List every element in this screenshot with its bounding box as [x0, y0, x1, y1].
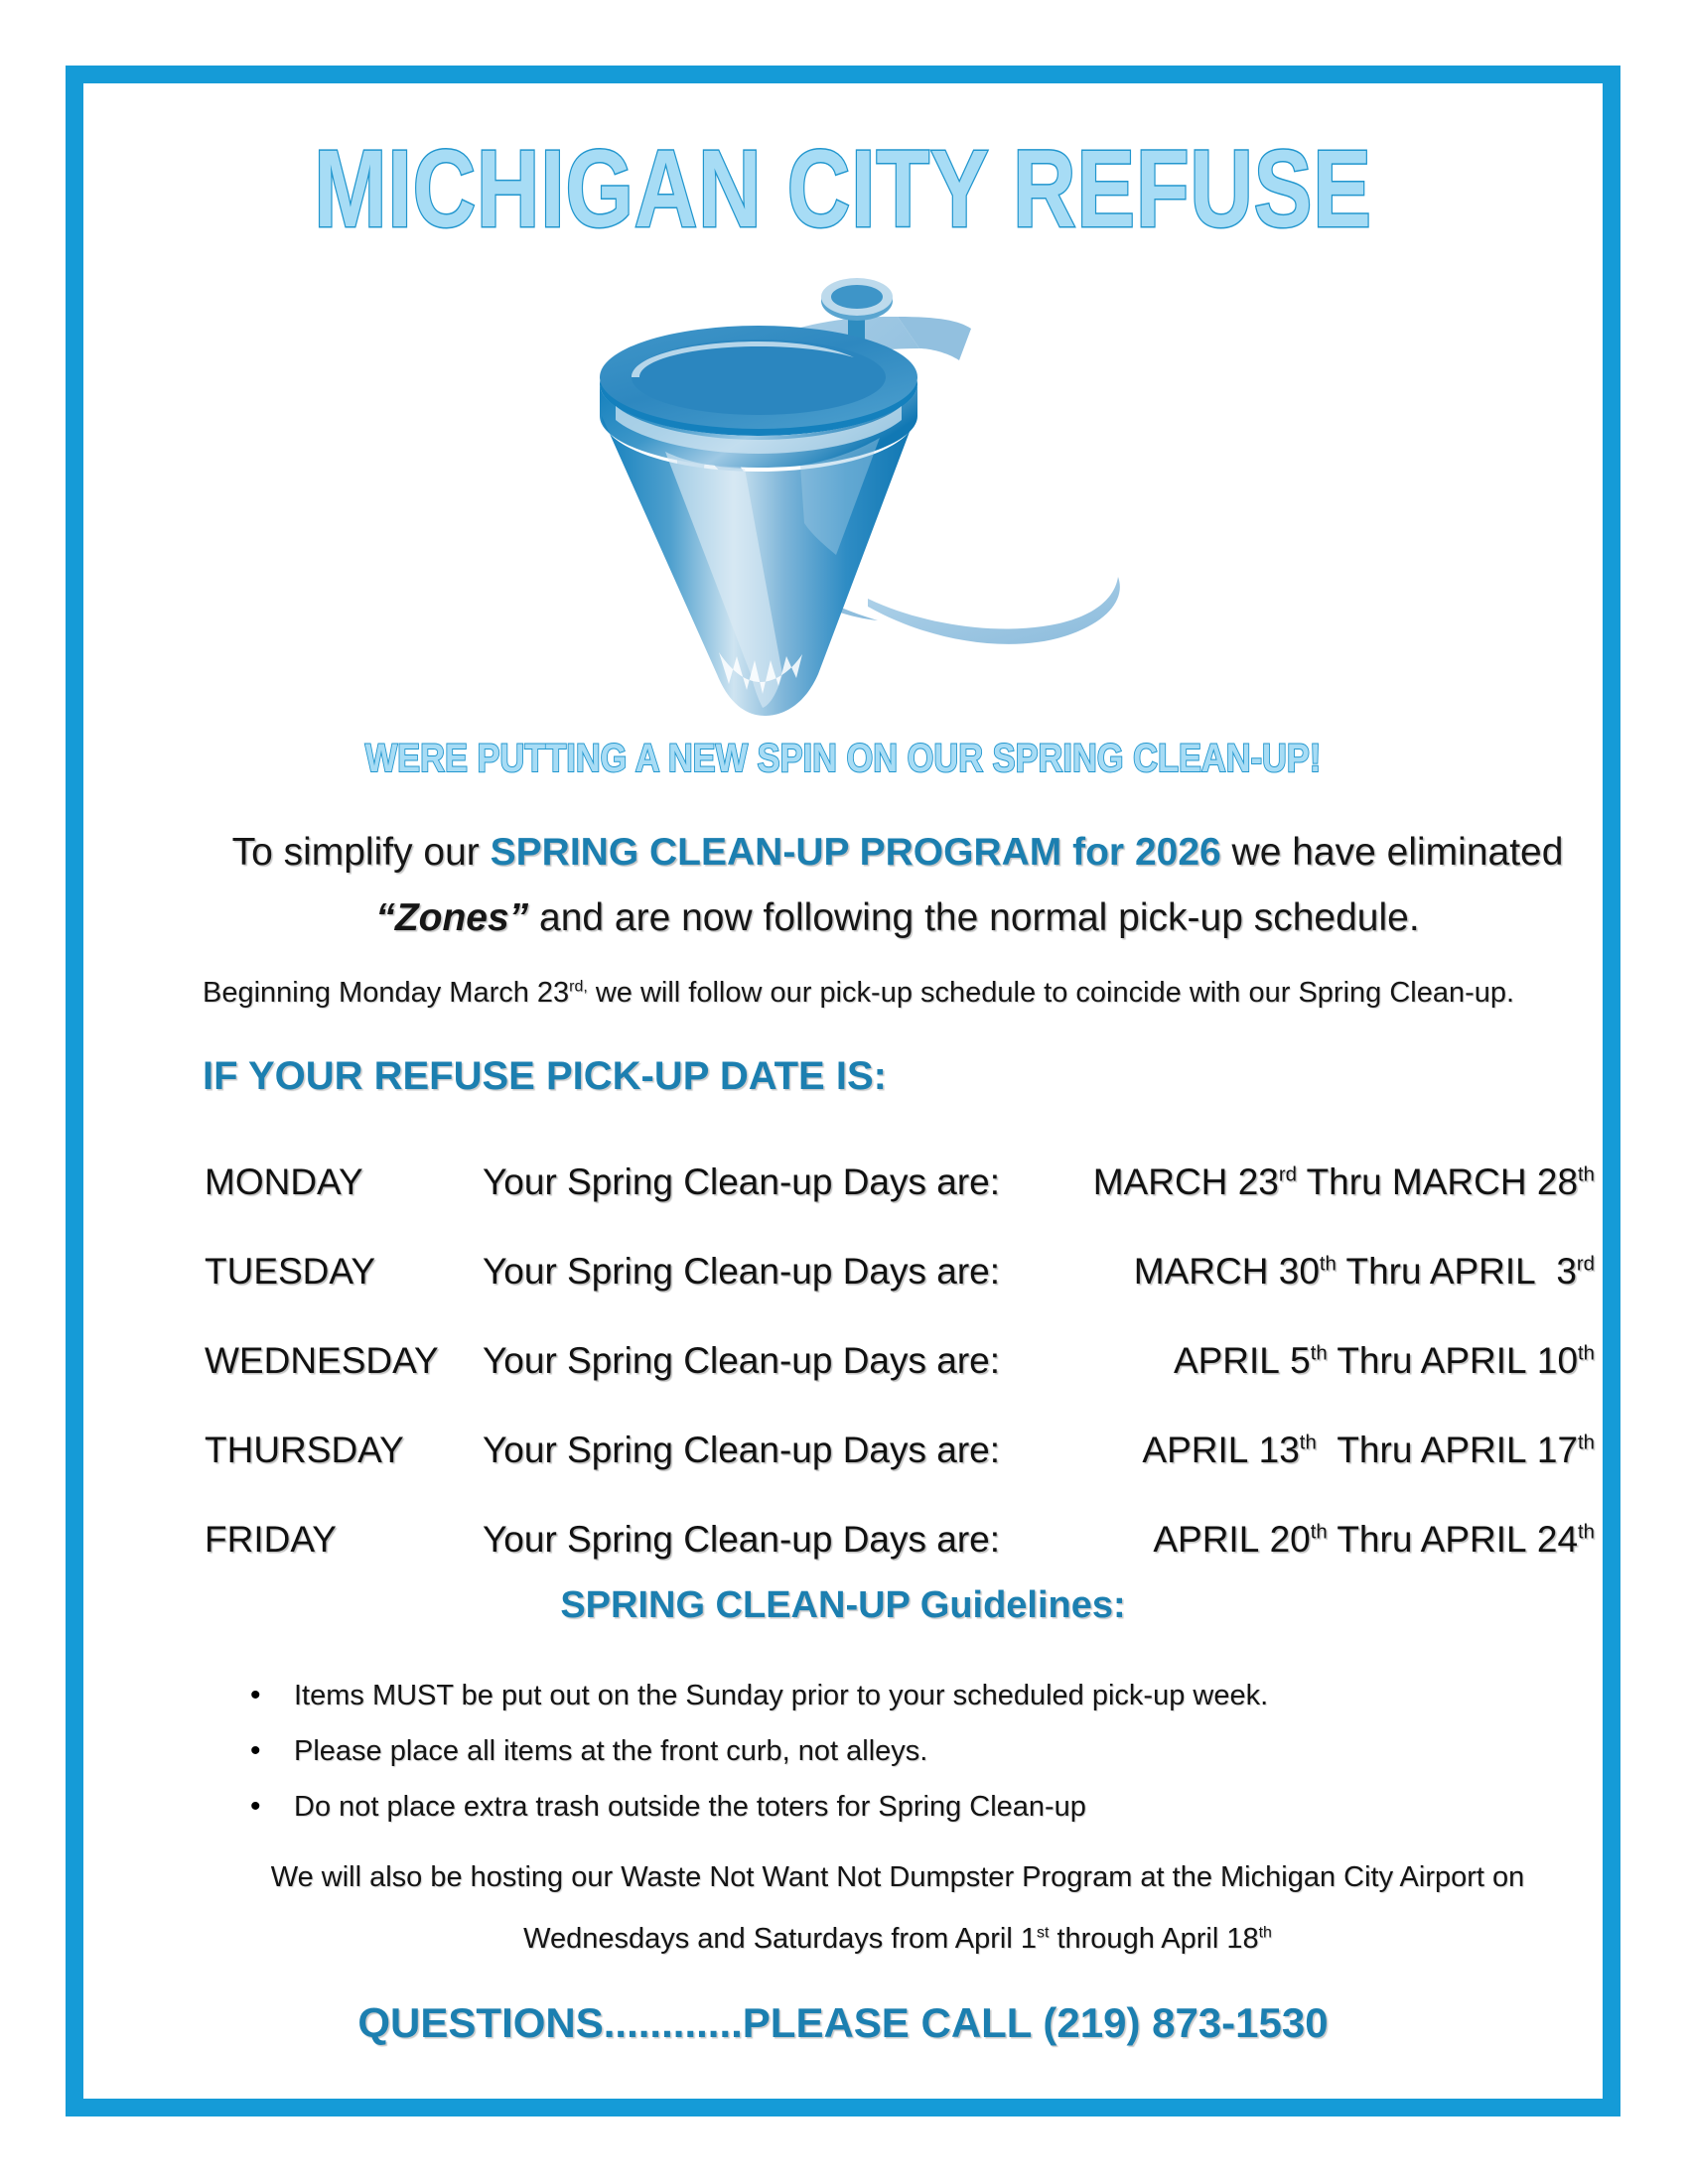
range-end-ordinal: rd	[1576, 1253, 1595, 1276]
table-row	[205, 1138, 1595, 1227]
range-end-month: MARCH	[1391, 1161, 1527, 1202]
dumpster-line2-mid: through April 18	[1049, 1923, 1259, 1955]
range-start-month: APRIL	[1153, 1519, 1260, 1560]
intro-zones-quoted: “Zones”	[375, 896, 529, 939]
range-start-month: MARCH	[1092, 1161, 1228, 1202]
intro-line1-post: we have eliminated	[1220, 831, 1564, 874]
range-end-month: APRIL	[1429, 1251, 1536, 1292]
range-end-month: APRIL	[1420, 1340, 1527, 1381]
dumpster-ordinal-2: th	[1258, 1924, 1272, 1942]
guidelines-list	[232, 1668, 1563, 1835]
range-start-ordinal: th	[1319, 1253, 1336, 1276]
range-end-ordinal: th	[1578, 1521, 1595, 1544]
range-start-day: 23	[1237, 1161, 1279, 1202]
list-item: • Do not place extra trash outside the toters for Spring Clean-up	[232, 1779, 1563, 1835]
range-start-ordinal: th	[1310, 1342, 1328, 1365]
range-start-day: 13	[1258, 1430, 1300, 1470]
range-end-ordinal: th	[1578, 1342, 1595, 1365]
range-start-ordinal: th	[1299, 1432, 1317, 1454]
dumpster-line2-pre: Wednesdays and Saturdays from April 1	[523, 1923, 1037, 1955]
top-disc	[600, 326, 917, 436]
schedule-range	[1049, 1406, 1595, 1495]
schedule-range	[1049, 1227, 1595, 1316]
range-end-month: APRIL	[1420, 1519, 1527, 1560]
range-thru: Thru	[1336, 1519, 1413, 1560]
dumpster-ordinal-1: st	[1037, 1924, 1050, 1942]
range-thru: Thru	[1345, 1251, 1422, 1292]
schedule-phrase: Your Spring Clean-up Days are:	[483, 1340, 1001, 1381]
range-thru: Thru	[1336, 1430, 1413, 1470]
table-row	[205, 1495, 1595, 1584]
schedule-day: MONDAY	[205, 1161, 363, 1202]
intro-line2-post: and are now following the normal pick-up schedule.	[528, 896, 1420, 939]
questions-phone-line[interactable]: QUESTIONS............PLEASE CALL (219) 873-1530	[357, 1999, 1329, 2046]
range-end-day: 3	[1556, 1251, 1577, 1292]
range-start-month: MARCH	[1133, 1251, 1269, 1292]
table-row	[205, 1406, 1595, 1495]
range-start-day: 5	[1290, 1340, 1311, 1381]
range-end-ordinal: th	[1578, 1163, 1595, 1186]
range-thru: Thru	[1336, 1340, 1413, 1381]
beginning-ordinal: rd,	[569, 978, 588, 996]
range-end-day: 24	[1536, 1519, 1579, 1560]
range-start-ordinal: rd	[1278, 1163, 1297, 1186]
range-end-day: 10	[1536, 1340, 1579, 1381]
tagline: WERE PUTTING A NEW SPIN ON OUR SPRING CLEAN-UP!	[364, 737, 1322, 780]
schedule-day: THURSDAY	[205, 1430, 404, 1470]
intro-paragraph	[193, 820, 1603, 951]
list-item: • Items MUST be put out on the Sunday prior to your scheduled pick-up week.	[232, 1668, 1563, 1723]
beginning-date-line	[203, 977, 1593, 1010]
range-end-day: 28	[1536, 1161, 1579, 1202]
range-thru: Thru	[1306, 1161, 1382, 1202]
schedule-range	[1049, 1316, 1595, 1406]
schedule-range	[1049, 1495, 1595, 1584]
spring-cleanup-schedule-table	[205, 1138, 1595, 1584]
beginning-pre: Beginning Monday March 23	[203, 977, 570, 1009]
range-start-month: APRIL	[1142, 1430, 1249, 1470]
schedule-phrase: Your Spring Clean-up Days are:	[483, 1519, 1001, 1560]
schedule-phrase: Your Spring Clean-up Days are:	[483, 1430, 1001, 1470]
intro-program-accent: SPRING CLEAN-UP PROGRAM for 2026	[490, 831, 1221, 874]
dumpster-line1: We will also be hosting our Waste Not Want Not Dumpster Program at the Michigan City Airport on	[270, 1861, 1525, 1893]
pickup-date-heading: IF YOUR REFUSE PICK-UP DATE IS:	[203, 1054, 887, 1098]
schedule-range	[1049, 1138, 1595, 1227]
flyer-content	[83, 83, 1603, 2099]
range-start-day: 30	[1278, 1251, 1320, 1292]
guidelines-heading: SPRING CLEAN-UP Guidelines:	[560, 1584, 1126, 1626]
range-end-month: APRIL	[1420, 1430, 1527, 1470]
range-start-month: APRIL	[1173, 1340, 1280, 1381]
page-title: MICHIGAN CITY REFUSE	[314, 128, 1372, 250]
table-row	[205, 1227, 1595, 1316]
schedule-phrase: Your Spring Clean-up Days are:	[483, 1251, 1001, 1292]
motion-swirl-right	[868, 577, 1120, 644]
table-row	[205, 1316, 1595, 1406]
schedule-day: WEDNESDAY	[205, 1340, 439, 1381]
intro-line1-pre: To simplify our	[231, 831, 491, 874]
schedule-day: FRIDAY	[205, 1519, 337, 1560]
range-start-ordinal: th	[1310, 1521, 1328, 1544]
schedule-day: TUESDAY	[205, 1251, 376, 1292]
blue-page-border	[66, 66, 1620, 2116]
dumpster-program-paragraph	[212, 1846, 1583, 1970]
schedule-phrase: Your Spring Clean-up Days are:	[483, 1161, 1001, 1202]
list-item: • Please place all items at the front curb, not alleys.	[232, 1723, 1563, 1779]
range-end-ordinal: th	[1578, 1432, 1595, 1454]
spinning-top-tornado-logo	[570, 257, 1126, 724]
range-end-day: 17	[1536, 1430, 1579, 1470]
beginning-post: we will follow our pick-up schedule to coincide with our Spring Clean-up.	[587, 977, 1515, 1009]
range-start-day: 20	[1269, 1519, 1311, 1560]
